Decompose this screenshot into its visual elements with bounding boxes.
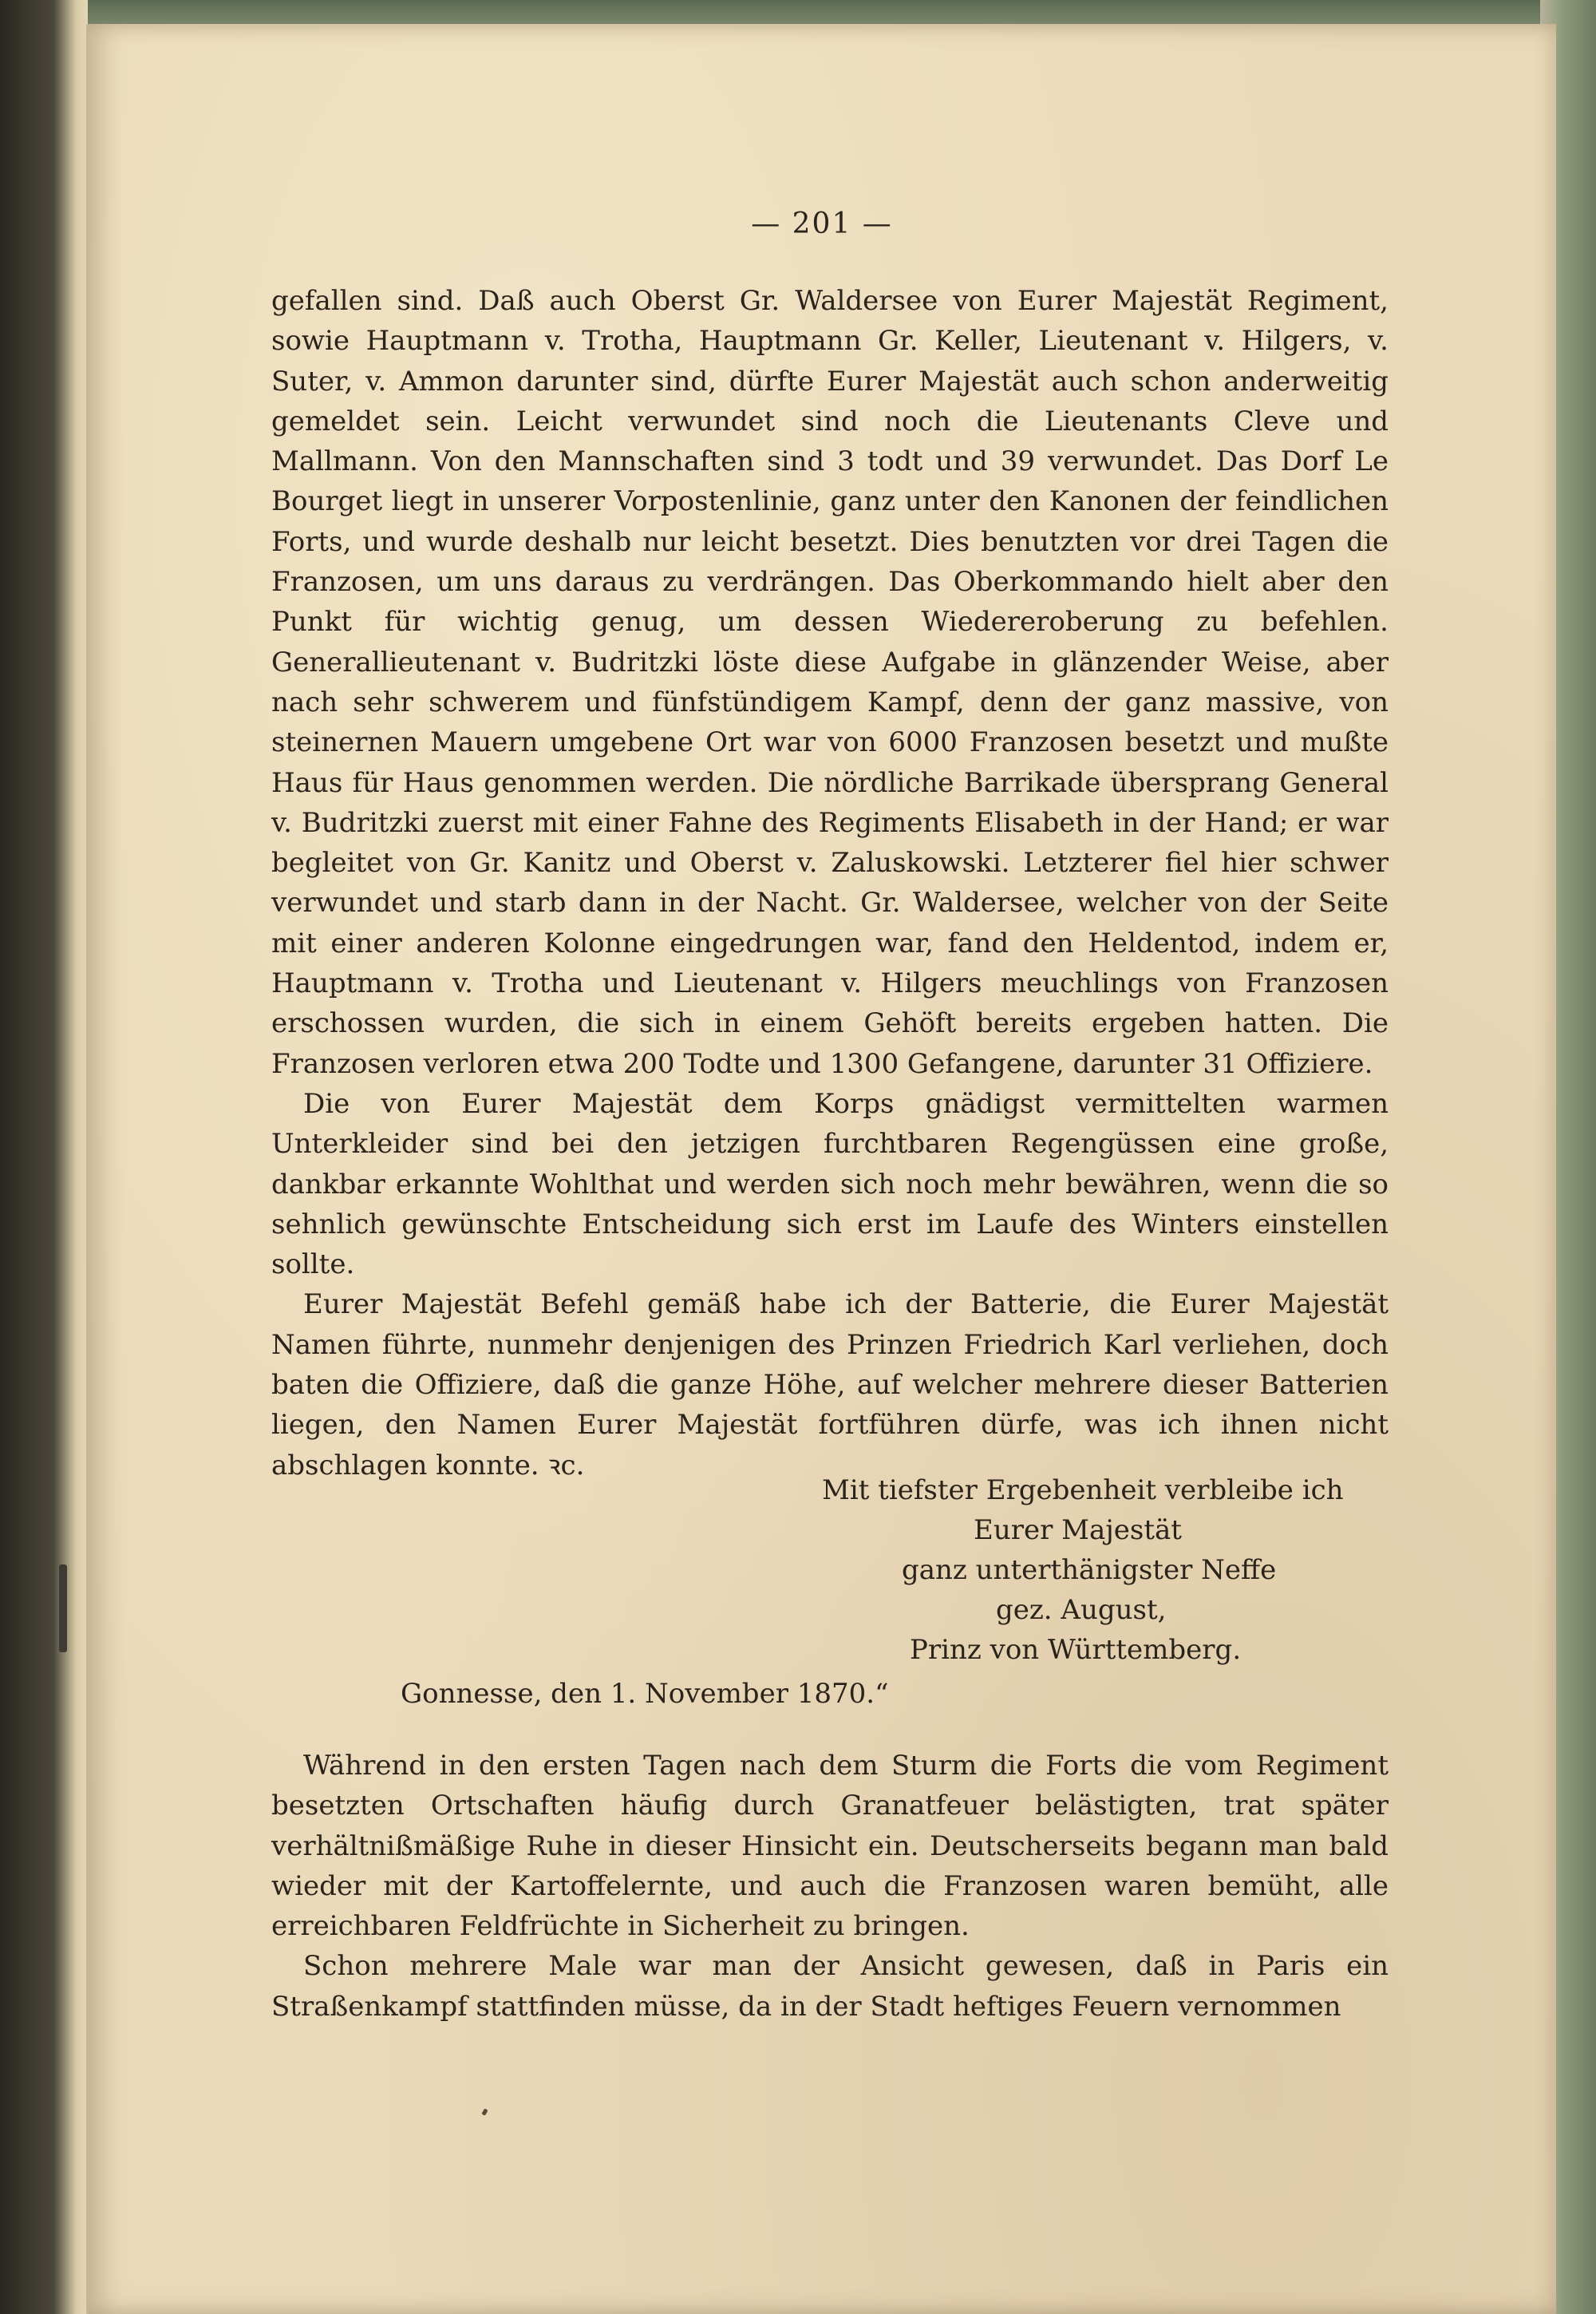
narrative-paragraph-1: Während in den ersten Tagen nach dem Sturm die Forts die vom Regiment besetzten Ortschaften häufig durch Granatfeuer belästigten, trat später verhältnißmäßige Ruhe in dieser Hinsicht ein. Deutscherseits begann man bald wieder mit der Kartoffelernte, und auch die Franzosen waren bemüht, alle erreichbaren Feldfrüchte in Sicherheit zu bringen. bbox=[271, 1750, 1389, 1943]
book-cover-edge bbox=[0, 0, 89, 2314]
closing-title: Prinz von Württemberg. bbox=[910, 1634, 1242, 1666]
letter-paragraph-3: Eurer Majestät Befehl gemäß habe ich der Batterie, die Eurer Majestät Namen führte, nunmehr denjenigen des Prinzen Friedrich Karl verliehen, doch baten die Offiziere, daß die ganze Höhe, auf welcher mehrere dieser Batterien liegen, den Namen Eurer Majestät fortführen dürfe, was ich ihnen nicht abschlagen konnte. ꝛc. bbox=[271, 1288, 1389, 1481]
binding-mark bbox=[59, 1564, 67, 1652]
paper-speck bbox=[481, 2108, 488, 2115]
closing-relation: ganz unterthänigster Neffe bbox=[902, 1554, 1277, 1586]
narrative-body bbox=[271, 1746, 1389, 2027]
letter-paragraph-2: Die von Eurer Majestät dem Korps gnädigst vermittelten warmen Unterkleider sind bei den jetzigen furchtbaren Regengüssen eine große, dankbar erkannte Wohlthat und werden sich noch mehr bewähren, wenn die so sehnlich gewünschte Entscheidung sich erst im Laufe des Winters einstellen sollte. bbox=[271, 1087, 1389, 1281]
narrative-paragraph-2: Schon mehrere Male war man der Ansicht gewesen, daß in Paris ein Straßenkampf stattfinden müsse, da in der Stadt heftiges Feuern vernommen bbox=[271, 1950, 1389, 2023]
page-number: — 201 — bbox=[751, 208, 893, 240]
closing-salutation: Mit tiefster Ergebenheit verbleibe ich bbox=[822, 1474, 1344, 1506]
closing-signature: gez. August, bbox=[996, 1594, 1167, 1626]
letter-paragraph-1: gefallen sind. Daß auch Oberst Gr. Waldersee von Eurer Majestät Regiment, sowie Hauptmann v. Trotha, Hauptmann Gr. Keller, Lieutenant v. Hilgers, v. Suter, v. Ammon darunter sind, dürfte Eurer Majestät auch schon anderweitig gemeldet sein. Leicht verwundet sind noch die Lieutenants Cleve und Mallmann. Von den Mannschaften sind 3 todt und 39 verwundet. Das Dorf Le Bourget liegt in unserer Vorpostenlinie, ganz unter den Kanonen der feindlichen Forts, und wurde deshalb nur leicht besetzt. Dies benutzten vor drei Tagen die Franzosen, um uns daraus zu verdrängen. Das Oberkommando hielt aber den Punkt für wichtig genug, um dessen Wiedereroberung zu befehlen. Generallieutenant v. Budritzki löste diese Aufgabe in glänzender Weise, aber nach sehr schwerem und fünfstündigem Kampf, denn der ganz massive, von steinernen Mauern umgebene Ort war von 6000 Franzosen besetzt und mußte Haus für Haus genommen werden. Die nördliche Barrikade übersprang General v. Budritzki zuerst mit einer Fahne des Regiments Elisabeth in der Hand; er war begleitet von Gr. Kanitz und Oberst v. Zaluskowski. Letzterer fiel hier schwer verwundet und starb dann in der Nacht. Gr. Waldersee, welcher von der Seite mit einer anderen Kolonne eingedrungen war, fand den Heldentod, indem er, Hauptmann v. Trotha und Lieutenant v. Hilgers meuchlings von Franzosen erschossen wurden, die sich in einem Gehöft bereits ergeben hatten. Die Franzosen verloren etwa 200 Todte und 1300 Gefangene, darunter 31 Offiziere. bbox=[271, 285, 1389, 1080]
book-page bbox=[86, 24, 1556, 2314]
letter-dateline: Gonnesse, den 1. November 1870.“ bbox=[401, 1678, 889, 1710]
closing-addressee: Eurer Majestät bbox=[974, 1514, 1182, 1546]
letter-body bbox=[271, 281, 1389, 1485]
